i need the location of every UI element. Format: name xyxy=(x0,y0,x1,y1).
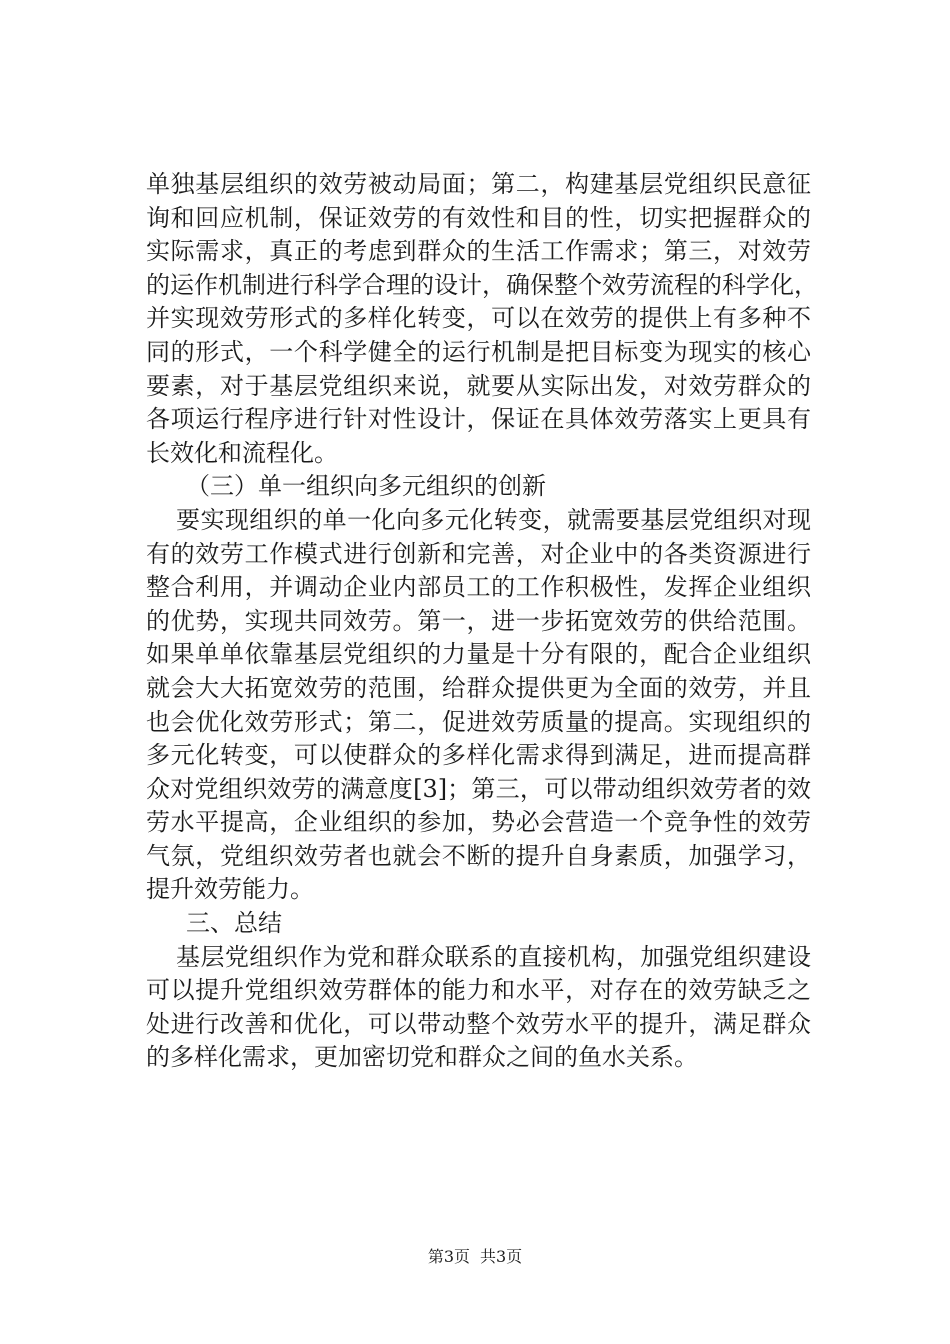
paragraph-line: 如果单单依靠基层党组织的力量是十分有限的，配合企业组织 xyxy=(146,640,811,669)
paragraph-line: 劳水平提高，企业组织的参加，势必会营造一个竞争性的效劳 xyxy=(146,808,811,837)
paragraph-line: 询和回应机制，保证效劳的有效性和目的性，切实把握群众的 xyxy=(146,203,811,232)
paragraph-line: 同的形式，一个科学健全的运行机制是把目标变为现实的核心 xyxy=(146,337,811,366)
paragraph-line: 的运作机制进行科学合理的设计，确保整个效劳流程的科学化， xyxy=(146,270,818,299)
paragraph-line: 基层党组织作为党和群众联系的直接机构，加强党组织建设 xyxy=(176,942,811,971)
paragraph-line: 处进行改善和优化，可以带动整个效劳水平的提升，满足群众 xyxy=(146,1009,811,1038)
page-total: 共3页 xyxy=(480,1247,523,1266)
paragraph-line: 要实现组织的单一化向多元化转变，就需要基层党组织对现 xyxy=(176,505,811,534)
paragraph-line: 并实现效劳形式的多样化转变，可以在效劳的提供上有多种不 xyxy=(146,304,811,333)
paragraph-line: 各项运行程序进行针对性设计，保证在具体效劳落实上更具有 xyxy=(146,405,811,434)
paragraph-line: 可以提升党组织效劳群体的能力和水平，对存在的效劳缺乏之 xyxy=(146,976,811,1005)
paragraph-line: 的多样化需求，更加密切党和群众之间的鱼水关系。 xyxy=(146,1043,698,1072)
page-number: 第3页 xyxy=(427,1247,470,1266)
paragraph-line: 气氛，党组织效劳者也就会不断的提升自身素质，加强学习， xyxy=(146,841,811,870)
paragraph-line: 多元化转变，可以使群众的多样化需求得到满足，进而提高群 xyxy=(146,741,811,770)
paragraph-line: 单独基层组织的效劳被动局面；第二，构建基层党组织民意征 xyxy=(146,170,811,198)
paragraph-line: 也会优化效劳形式；第二，促进效劳质量的提高。实现组织的 xyxy=(146,707,811,736)
section-heading: （三）单一组织向多元组织的创新 xyxy=(186,472,546,501)
paragraph-line: 实际需求，真正的考虑到群众的生活工作需求；第三，对效劳 xyxy=(146,237,811,266)
paragraph-line: 的优势，实现共同效劳。第一，进一步拓宽效劳的供给范围。 xyxy=(146,606,811,635)
section-heading: 三、总结 xyxy=(186,909,282,938)
page-footer xyxy=(0,1244,950,1267)
paragraph-line: 有的效劳工作模式进行创新和完善，对企业中的各类资源进行 xyxy=(146,539,811,568)
paragraph-line: 众对党组织效劳的满意度[3]；第三，可以带动组织效劳者的效 xyxy=(146,774,811,803)
paragraph-line: 就会大大拓宽效劳的范围，给群众提供更为全面的效劳，并且 xyxy=(146,673,811,702)
paragraph-line: 提升效劳能力。 xyxy=(146,875,314,904)
paragraph-line: 整合利用，并调动企业内部员工的工作积极性，发挥企业组织 xyxy=(146,573,811,602)
paragraph-line: 要素，对于基层党组织来说，就要从实际出发，对效劳群众的 xyxy=(146,371,811,400)
body-text xyxy=(146,168,818,1075)
paragraph-line: 长效化和流程化。 xyxy=(146,438,338,467)
